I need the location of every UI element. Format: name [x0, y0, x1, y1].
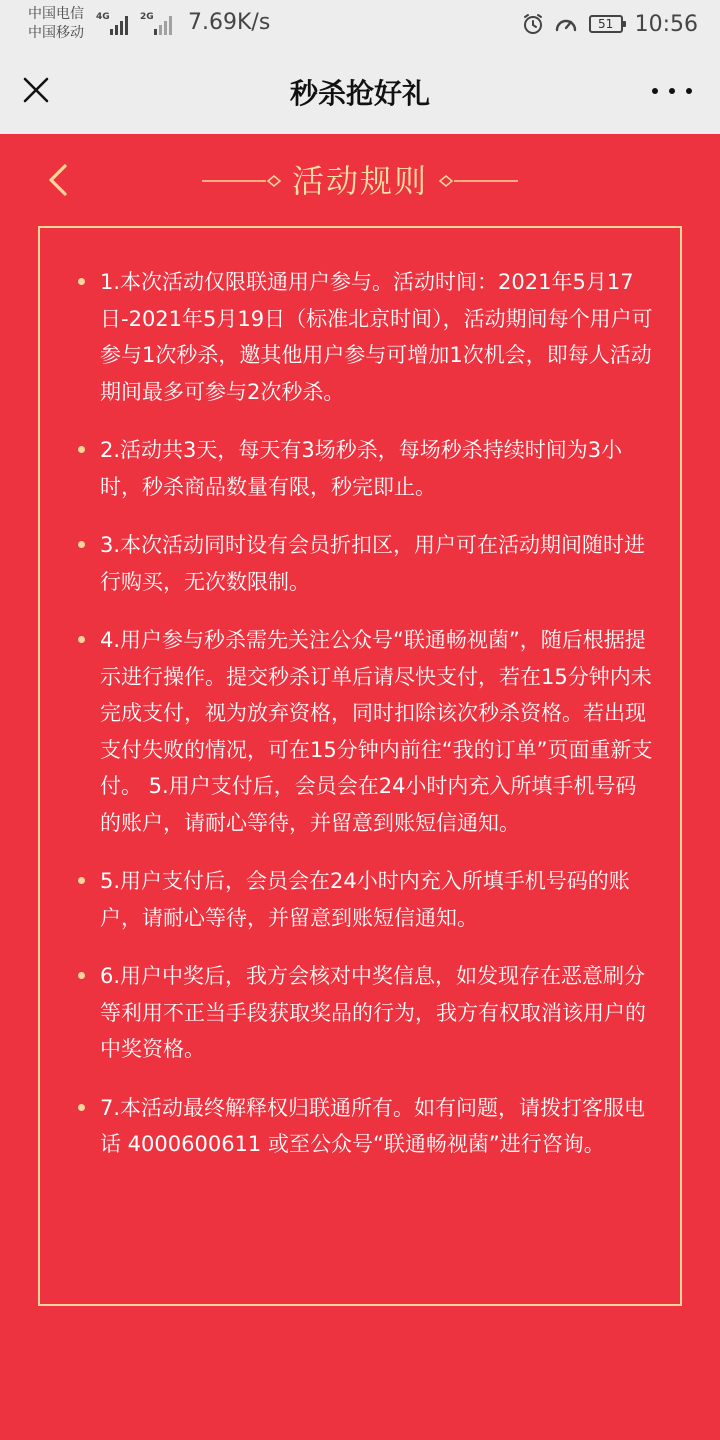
more-dot — [669, 88, 675, 94]
clock: 10:56 — [634, 11, 698, 37]
rule-item-1: 1.本次活动仅限联通用户参与。活动时间：2021年5月17日-2021年5月19日（标准北京时间），活动期间每个用户可参与1次秒杀，邀其他用户参与可增加1次机会，即每人活动期间最多可参与2次秒杀。 — [78, 264, 654, 410]
status-icons — [521, 8, 698, 40]
alarm-icon — [521, 12, 545, 36]
more-dots-icon — [652, 88, 658, 94]
carrier-1: 中国电信 — [28, 6, 84, 22]
rules-list — [78, 264, 654, 1185]
rules-container — [38, 226, 682, 1306]
signal-4g-icon — [96, 13, 136, 35]
rule-item-3: 3.本次活动同时设有会员折扣区，用户可在活动期间随时进行购买，无次数限制。 — [78, 527, 654, 600]
net-speed: 7.69K/s — [188, 10, 271, 35]
rule-item-4: 4.用户参与秒杀需先关注公众号“联通畅视菌”，随后根据提示进行操作。提交秒杀订单后请尽快支付，若在15分钟内未完成支付，视为放弃资格，同时扣除该次秒杀资格。若出现支付失败的情况，可在15分钟内前往“我的订单”页面重新支付。 5.用户支付后，会员会在24小时内充入所填手机号码的账户，请耐心等待，并留意到账短信通知。 — [78, 622, 654, 841]
rule-item-7: 7.本活动最终解释权归联通所有。如有问题，请拨打客服电话 4000600611 或至公众号“联通畅视菌”进行咨询。 — [78, 1090, 654, 1163]
battery-icon — [589, 15, 623, 33]
speedometer-icon — [553, 12, 579, 36]
carrier-2: 中国移动 — [28, 25, 84, 41]
signal-2g-icon — [140, 13, 180, 35]
status-bar — [0, 0, 720, 48]
rule-item-6: 6.用户中奖后，我方会核对中奖信息，如发现存在恶意刷分等利用不正当手段获取奖品的行为，我方有权取消该用户的中奖资格。 — [78, 958, 654, 1068]
title-decoration-right-icon — [438, 174, 518, 188]
app-header — [0, 48, 720, 134]
more-dot — [686, 88, 692, 94]
rules-title-block — [0, 152, 720, 206]
battery-level: 51 — [597, 17, 614, 31]
rule-item-2: 2.活动共3天，每天有3场秒杀，每场秒杀持续时间为3小时，秒杀商品数量有限，秒完即止。 — [78, 432, 654, 505]
network-type-2: 2G — [140, 12, 154, 22]
page-title: 秒杀抢好礼 — [289, 77, 430, 110]
carrier-info — [28, 5, 84, 43]
more-button[interactable] — [652, 78, 692, 104]
rule-item-5: 5.用户支付后，会员会在24小时内充入所填手机号码的账户，请耐心等待，并留意到账短信通知。 — [78, 863, 654, 936]
rules-title: 活动规则 — [291, 162, 428, 200]
network-type-1: 4G — [96, 12, 110, 22]
